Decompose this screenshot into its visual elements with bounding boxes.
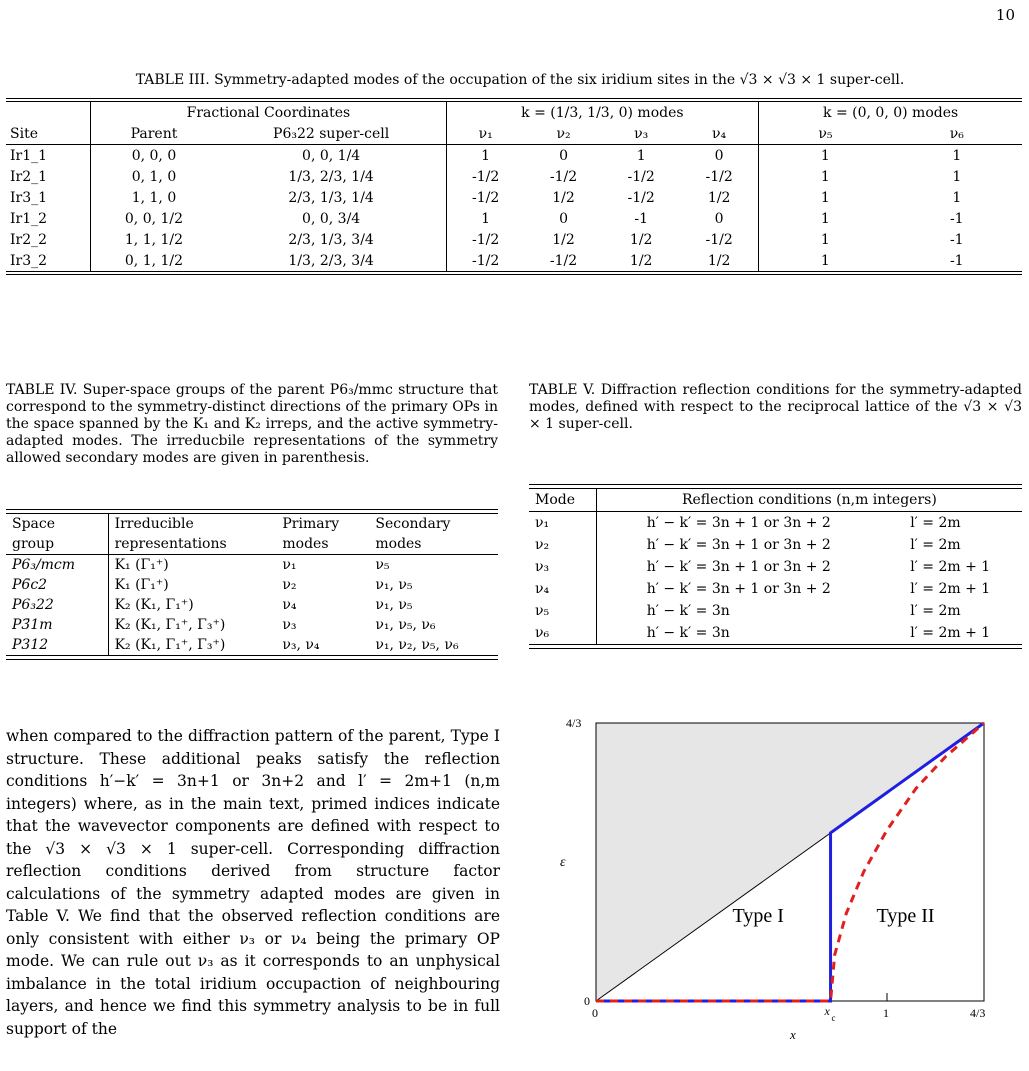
cell: 0, 1, 1/2 xyxy=(124,252,184,269)
cell: ν₃ xyxy=(282,617,297,633)
t3-col-nu4: ν₄ xyxy=(680,123,759,145)
cell: h′ − k′ = 3n + 1 or 3n + 2 xyxy=(646,559,831,575)
cell: ν₁, ν₅ xyxy=(375,597,413,613)
cell: 1/3, 2/3, 1/4 xyxy=(217,166,446,187)
cell: 1 xyxy=(481,147,491,164)
t3-col-super: P6₃22 super-cell xyxy=(217,123,446,145)
cell: P6₃22 xyxy=(6,595,108,615)
cell: ν₆ xyxy=(529,622,596,644)
cell: 0, 0, 3/4 xyxy=(217,208,446,229)
cell: -1/2 xyxy=(680,166,759,187)
y-axis-label: ε xyxy=(560,855,566,870)
cell: 0 xyxy=(680,208,759,229)
phase-diagram xyxy=(550,715,1020,1045)
t5-h-mode: Mode xyxy=(529,489,596,512)
x-tick-label-xc-sub: c xyxy=(831,1013,836,1023)
cell: P6̄c2 xyxy=(6,575,108,595)
cell: 1 xyxy=(820,189,830,206)
cell: -1/2 xyxy=(471,168,500,185)
cell: ν₁ xyxy=(282,557,297,573)
cell: -1/2 xyxy=(549,252,578,269)
region-label-type2: Type II xyxy=(876,904,935,927)
cell: 1 xyxy=(820,168,830,185)
table-row xyxy=(6,166,1022,187)
cell: 1 xyxy=(481,210,491,227)
cell: 1 xyxy=(820,231,830,248)
cell: ν₄ xyxy=(529,578,596,600)
table4-caption: TABLE IV. Super-space groups of the parent P6₃/mmc structure that correspond to the symmetry-distinct directions of the primary OPs in the space spanned by the K₁ and K₂ irreps, and the active symmetry-adapted modes. The irreducbile representations of the symmetry allowed secondary modes are given in parenthesis. xyxy=(6,382,498,466)
t3-col-nu3: ν₃ xyxy=(602,123,680,145)
cell: l′ = 2m + 1 xyxy=(910,625,991,641)
x-tick-label-4-3: 4/3 xyxy=(970,1006,986,1020)
cell: 0 xyxy=(559,147,568,164)
cell: K₂ (K₁, Γ₁⁺, Γ₃⁺) xyxy=(114,617,226,633)
cell: 1 xyxy=(636,147,646,164)
table3-caption: TABLE III. Symmetry-adapted modes of the occupation of the six iridium sites in the √3 × √3 × 1 super-cell. xyxy=(135,72,905,88)
t5-h-cond: Reflection conditions (n,m integers) xyxy=(681,492,937,508)
table-row xyxy=(529,600,1022,622)
table-row xyxy=(529,534,1022,556)
t4-h-primary: Primary xyxy=(282,516,340,532)
x-tick-label-xc: x xyxy=(824,1004,830,1018)
cell: Ir2_2 xyxy=(6,229,91,250)
t3-col-nu5: ν₅ xyxy=(759,123,892,145)
cell: h′ − k′ = 3n + 1 or 3n + 2 xyxy=(646,581,831,597)
cell: 0, 0, 1/4 xyxy=(217,145,446,167)
region-label-type1: Type I xyxy=(732,904,784,927)
cell: 1 xyxy=(952,147,962,164)
cell: -1/2 xyxy=(627,189,655,206)
cell: 1/2 xyxy=(680,187,759,208)
cell: ν₄ xyxy=(282,597,297,613)
t3-col-nu6: ν₆ xyxy=(892,123,1022,145)
table-row xyxy=(6,250,1022,271)
cell: -1/2 xyxy=(627,168,655,185)
cell: -1/2 xyxy=(471,231,500,248)
table3 xyxy=(6,98,1022,275)
cell: l′ = 2m xyxy=(910,603,961,619)
cell: 1 xyxy=(820,210,830,227)
cell: 1 xyxy=(820,252,830,269)
table-row xyxy=(6,145,1022,167)
cell: -1/2 xyxy=(680,229,759,250)
table-row xyxy=(6,555,498,576)
cell: 1/2 xyxy=(552,189,575,206)
t4-h-reps: representations xyxy=(114,536,227,552)
t4-h-modes1: modes xyxy=(282,536,329,552)
cell: K₂ (K₁, Γ₁⁺, Γ₃⁺) xyxy=(114,637,226,653)
t4-h-secondary: Secondary xyxy=(375,516,451,532)
cell: -1 xyxy=(634,210,648,227)
cell: K₁ (Γ₁⁺) xyxy=(114,577,169,593)
table-row xyxy=(529,622,1022,644)
t3-col-nu1: ν₁ xyxy=(446,123,525,145)
cell: 0, 1, 0 xyxy=(131,168,177,185)
cell: ν₃, ν₄ xyxy=(282,637,320,653)
x-axis-label: x xyxy=(790,1027,796,1042)
table-row xyxy=(6,595,498,615)
cell: ν₁, ν₅ xyxy=(375,577,413,593)
t3-group-k0: k = (0, 0, 0) modes xyxy=(823,104,959,121)
cell: 1, 1, 0 xyxy=(131,189,177,206)
table-row xyxy=(6,635,498,655)
cell: K₂ (K₁, Γ₁⁺) xyxy=(114,597,194,613)
x-tick-label-1: 1 xyxy=(883,1006,890,1020)
cell: h′ − k′ = 3n + 1 or 3n + 2 xyxy=(646,515,831,531)
cell: -1/2 xyxy=(549,168,578,185)
cell: Ir1_2 xyxy=(6,208,91,229)
cell: ν₅ xyxy=(529,600,596,622)
t3-group-coords: Fractional Coordinates xyxy=(91,102,446,123)
t3-col-site: Site xyxy=(6,123,91,145)
table-row xyxy=(529,556,1022,578)
cell: ν₁, ν₂, ν₅, ν₆ xyxy=(375,637,459,653)
cell: ν₁, ν₅, ν₆ xyxy=(375,617,436,633)
cell: l′ = 2m + 1 xyxy=(910,559,991,575)
cell: Ir1_1 xyxy=(6,145,91,167)
cell: 1 xyxy=(820,147,830,164)
cell: Ir2_1 xyxy=(6,166,91,187)
cell: ν₂ xyxy=(282,577,297,593)
table4 xyxy=(6,509,498,660)
y-tick-label-0: 0 xyxy=(584,994,590,1008)
t3-group-k1: k = (1/3, 1/3, 0) modes xyxy=(446,102,759,123)
cell: 0, 0, 0 xyxy=(131,147,177,164)
body-paragraph: when compared to the diffraction pattern of the parent, Type I structure. These additional peaks satisfy the reflection conditions h′−k′ = 3n+1 or 3n+2 and l′ = 2m+1 (n,m integers) where, as in the main text, primed indices indicate that the wavevector components are defined with respect to the √3 × √3 × 1 super-cell. Corresponding diffraction reflection conditions derived from structure factor calculations of the symmetry adapted modes are given in Table V. We find that the observed reflection conditions are only consistent with either ν₃ or ν₄ being the primary OP mode. We can rule out ν₃ as it corresponds to an unphysical imbalance in the total iridium occupaction of neighbouring layers, and hence we find this symmetry analysis to be in full support of the xyxy=(6,727,500,1038)
cell: 0 xyxy=(680,145,759,167)
cell: h′ − k′ = 3n xyxy=(646,603,730,619)
cell: l′ = 2m + 1 xyxy=(910,581,991,597)
cell: P6₃/mcm xyxy=(6,555,108,576)
table-row xyxy=(529,512,1022,535)
t4-h-irrep: Irreducible xyxy=(114,516,194,532)
cell: ν₂ xyxy=(529,534,596,556)
cell: 1/2 xyxy=(552,231,575,248)
cell: 1/2 xyxy=(680,250,759,271)
cell: K₁ (Γ₁⁺) xyxy=(114,557,169,573)
x-tick-label-0: 0 xyxy=(592,1006,598,1020)
cell: -1 xyxy=(949,210,964,227)
cell: -1 xyxy=(949,231,964,248)
table-row xyxy=(529,578,1022,600)
y-tick-label-4-3: 4/3 xyxy=(566,716,582,730)
cell: -1 xyxy=(949,252,964,269)
cell: ν₃ xyxy=(529,556,596,578)
cell: 1 xyxy=(952,168,962,185)
cell: Ir3_2 xyxy=(6,250,91,271)
cell: ν₅ xyxy=(375,557,390,573)
table-row xyxy=(6,615,498,635)
cell: Ir3_1 xyxy=(6,187,91,208)
cell: 1 xyxy=(952,189,962,206)
cell: 1, 1, 1/2 xyxy=(124,231,184,248)
cell: 1/2 xyxy=(629,231,653,248)
table-row xyxy=(6,229,1022,250)
cell: h′ − k′ = 3n + 1 or 3n + 2 xyxy=(646,537,831,553)
cell: 1/3, 2/3, 3/4 xyxy=(217,250,446,271)
table5 xyxy=(529,484,1022,649)
table-row xyxy=(6,208,1022,229)
cell: P312 xyxy=(6,635,108,655)
t3-col-parent: Parent xyxy=(91,123,217,145)
cell: l′ = 2m xyxy=(910,537,961,553)
t3-col-nu2: ν₂ xyxy=(525,123,603,145)
table-row xyxy=(6,187,1022,208)
t4-h-space: Space xyxy=(6,514,108,534)
cell: 0, 0, 1/2 xyxy=(124,210,184,227)
cell: ν₁ xyxy=(529,512,596,535)
t4-h-modes2: modes xyxy=(375,536,422,552)
cell: 1/2 xyxy=(629,252,653,269)
table5-caption: TABLE V. Diffraction reflection conditions for the symmetry-adapted modes, defined with respect to the reciprocal lattice of the √3 × √3 × 1 super-cell. xyxy=(529,382,1022,432)
cell: -1/2 xyxy=(471,189,500,206)
t4-h-group: group xyxy=(6,534,108,555)
cell: l′ = 2m xyxy=(910,515,961,531)
cell: 2/3, 1/3, 3/4 xyxy=(217,229,446,250)
cell: 2/3, 1/3, 1/4 xyxy=(217,187,446,208)
cell: 0 xyxy=(559,210,568,227)
page-number: 10 xyxy=(995,6,1015,24)
table-row xyxy=(6,575,498,595)
cell: P3̄1m xyxy=(6,615,108,635)
cell: h′ − k′ = 3n xyxy=(646,625,730,641)
cell: -1/2 xyxy=(471,252,500,269)
